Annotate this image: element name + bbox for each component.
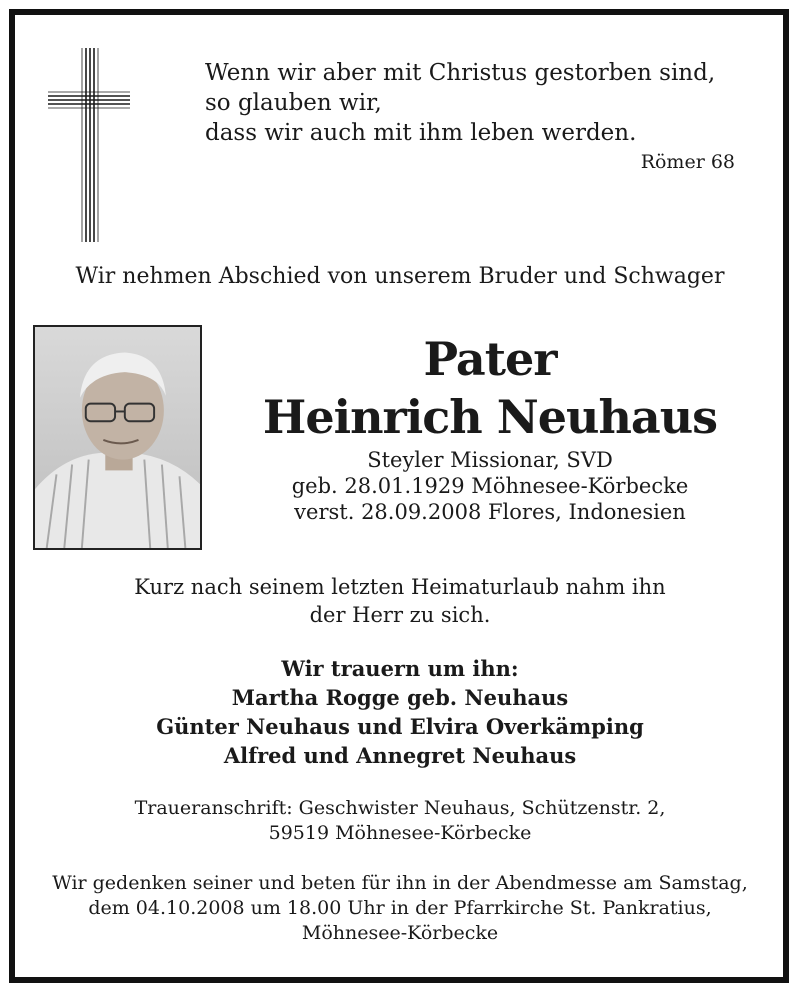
mourners-heading: Wir trauern um ihn: xyxy=(281,656,519,681)
mourners-block xyxy=(0,654,800,770)
address-line: 59519 Möhnesee-Körbecke xyxy=(268,822,532,844)
memorial-mass-note xyxy=(0,871,800,946)
portrait-photo xyxy=(33,325,202,550)
death-date: verst. 28.09.2008 Flores, Indonesien xyxy=(294,500,686,524)
address-line: Traueranschrift: Geschwister Neuhaus, Schützenstr. 2, xyxy=(134,797,666,819)
memorial-line: dem 04.10.2008 um 18.00 Uhr in der Pfarrkirche St. Pankratius, xyxy=(88,897,712,919)
deceased-name-block xyxy=(200,330,780,446)
verse-line: dass wir auch mit ihm leben werden. xyxy=(205,120,637,146)
passing-line: der Herr zu sich. xyxy=(309,603,491,627)
verse-line: so glauben wir, xyxy=(205,90,382,116)
mourning-address xyxy=(0,796,800,846)
deceased-name: Heinrich Neuhaus xyxy=(262,390,718,444)
deceased-title: Pater xyxy=(423,332,557,386)
mourner-name: Martha Rogge geb. Neuhaus xyxy=(231,685,569,710)
birth-date: geb. 28.01.1929 Möhnesee-Körbecke xyxy=(291,474,689,498)
memorial-line: Wir gedenken seiner und beten für ihn in der Abendmesse am Samstag, xyxy=(52,872,748,894)
farewell-line: Wir nehmen Abschied von unserem Bruder und Schwager xyxy=(75,264,725,289)
passing-note xyxy=(0,573,800,629)
mourner-name: Günter Neuhaus und Elvira Overkämping xyxy=(156,714,644,739)
bible-verse xyxy=(205,58,735,174)
verse-line: Wenn wir aber mit Christus gestorben sind, xyxy=(205,60,716,86)
memorial-line: Möhnesee-Körbecke xyxy=(301,922,499,944)
passing-line: Kurz nach seinem letzten Heimaturlaub nahm ihn xyxy=(134,575,666,599)
mourner-name: Alfred und Annegret Neuhaus xyxy=(223,743,577,768)
verse-reference: Römer 68 xyxy=(640,151,735,173)
deceased-details xyxy=(200,447,780,525)
deceased-role: Steyler Missionar, SVD xyxy=(367,448,613,472)
cross-icon xyxy=(48,48,130,242)
